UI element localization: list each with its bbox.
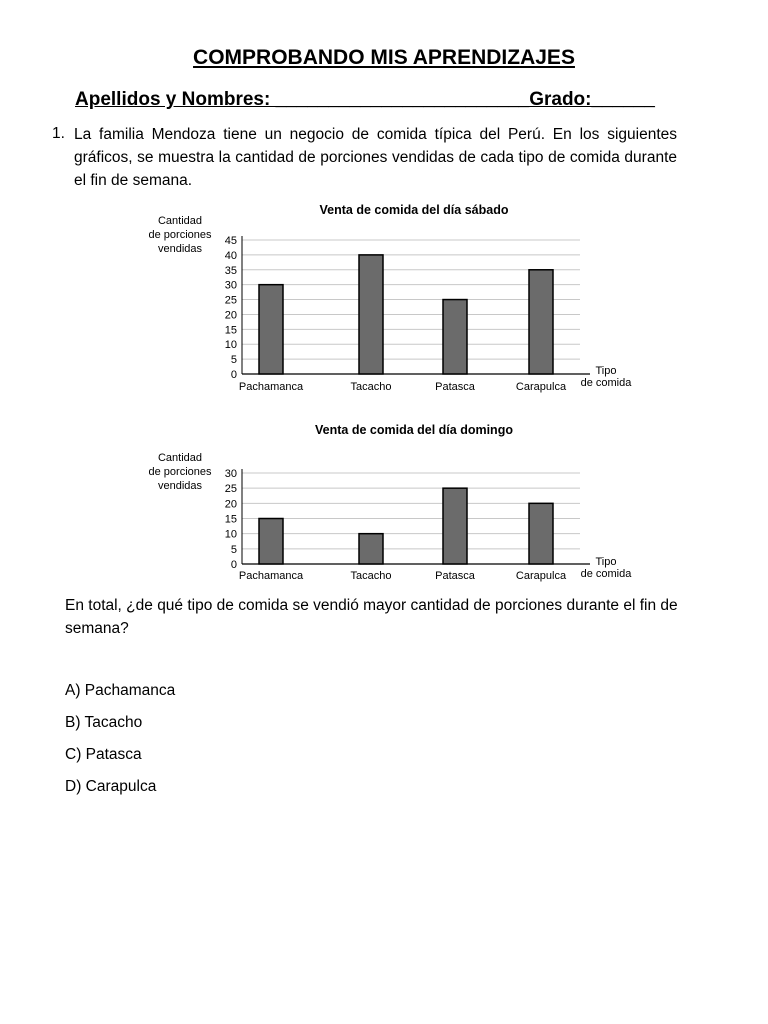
bar-pachamanca [259, 285, 283, 374]
bar-carapulca [529, 270, 553, 374]
problem-statement: La familia Mendoza tiene un negocio de comida típica del Perú. En los siguientes gráficos, se muestra la cantidad de porciones vendidas de cada tipo de comida durante el fin de semana. [74, 126, 677, 189]
x-tick-label: Tacacho [350, 570, 392, 582]
sunday-sales-chart [140, 419, 640, 589]
student-name-grade-line: Apellidos y Nombres: ________________________Grado:______ [75, 89, 655, 110]
y-tick-label: 35 [224, 264, 237, 277]
problem-number: 1. [52, 125, 65, 142]
y-tick-label: 0 [230, 369, 237, 381]
y-axis-label: de porciones [148, 229, 212, 241]
page-title: COMPROBANDO MIS APRENDIZAJES [193, 46, 575, 69]
y-tick-label: 25 [224, 294, 237, 307]
bar-carapulca [529, 503, 553, 564]
y-tick-label: 15 [224, 324, 237, 337]
y-axis-label: vendidas [157, 480, 203, 492]
y-tick-label: 5 [230, 543, 237, 556]
y-axis-label: Cantidad [157, 452, 203, 464]
y-tick-label: 40 [224, 249, 237, 262]
option-d: D) Carapulca [65, 778, 157, 795]
x-axis-label: Tipo [595, 365, 617, 377]
bar-patasca [443, 488, 467, 564]
bar-pachamanca [259, 519, 283, 565]
x-axis-label: Tipo [595, 556, 617, 568]
y-tick-label: 0 [230, 559, 237, 571]
option-a: A) Pachamanca [65, 682, 176, 699]
x-tick-label: Carapulca [515, 570, 567, 582]
y-axis-label: Cantidad [157, 215, 203, 227]
y-tick-label: 30 [224, 468, 237, 480]
x-tick-label: Patasca [435, 381, 475, 393]
y-tick-label: 30 [224, 279, 237, 292]
x-tick-label: Carapulca [515, 381, 567, 393]
x-tick-label: Tacacho [350, 381, 392, 393]
y-tick-label: 20 [224, 498, 237, 511]
question-text: En total, ¿de qué tipo de comida se vendió mayor cantidad de porciones durante el fin de semana? [65, 597, 678, 637]
bar-tacacho [359, 534, 383, 564]
option-c: C) Patasca [65, 746, 142, 763]
y-axis-label: vendidas [157, 243, 203, 255]
chart-title: Venta de comida del día sábado [319, 203, 509, 217]
x-tick-label: Pachamanca [238, 381, 304, 393]
x-axis-label: de comida [580, 377, 632, 389]
option-b: B) Tacacho [65, 714, 143, 731]
chart-title: Venta de comida del día domingo [315, 423, 513, 437]
y-tick-label: 20 [224, 309, 237, 322]
y-axis-label: de porciones [148, 466, 212, 478]
x-tick-label: Pachamanca [238, 570, 304, 582]
x-tick-label: Patasca [435, 570, 475, 582]
saturday-chart-svg [140, 198, 640, 398]
y-tick-label: 10 [224, 339, 237, 352]
sunday-chart-svg [140, 419, 640, 589]
bar-tacacho [359, 255, 383, 374]
y-tick-label: 45 [224, 235, 237, 247]
saturday-sales-chart [140, 198, 640, 398]
y-tick-label: 10 [224, 528, 237, 541]
y-tick-label: 5 [230, 354, 237, 367]
y-tick-label: 25 [224, 483, 237, 496]
bar-patasca [443, 300, 467, 374]
x-axis-label: de comida [580, 568, 632, 580]
y-tick-label: 15 [224, 513, 237, 526]
